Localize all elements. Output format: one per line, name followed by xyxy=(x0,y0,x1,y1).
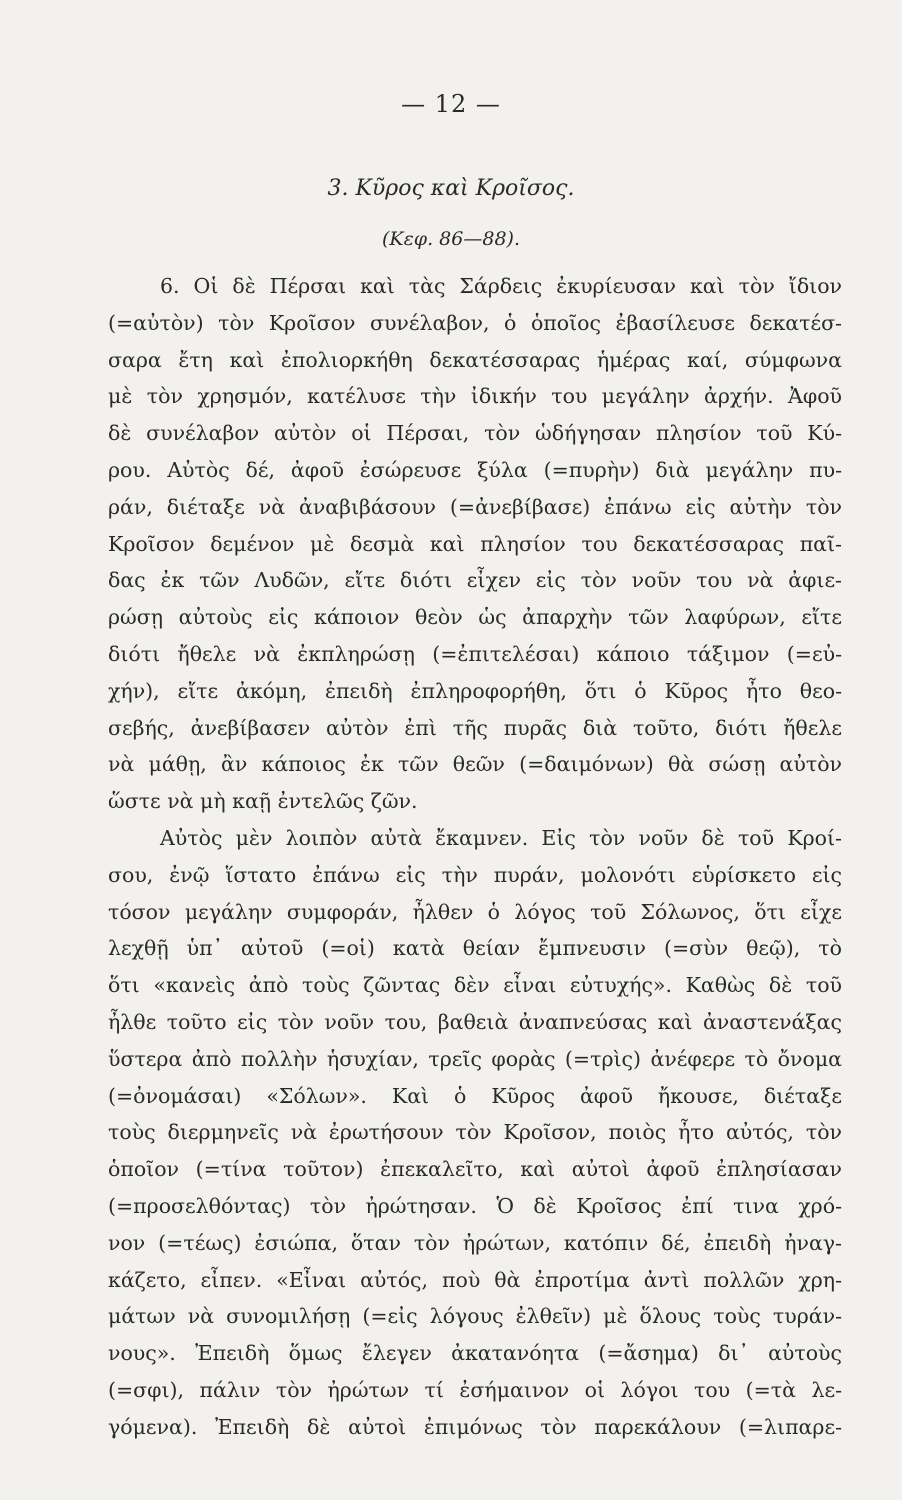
text-line: ὅτι «κανεὶς ἀπὸ τοὺς ζῶντας δὲν εἶναι εὐτυχής». Καθὼς δὲ τοῦ xyxy=(108,973,842,998)
body-text xyxy=(108,268,842,1446)
text-line: κάζετο, εἶπεν. «Εἶναι αὐτός, ποὺ θὰ ἐπροτίμα ἀντὶ πολλῶν χρη- xyxy=(108,1267,842,1292)
text-line: λεχθῇ ὑπ᾿ αὐτοῦ (=οἱ) κατὰ θείαν ἔμπνευσιν (=σὺν θεῷ), τὸ xyxy=(108,936,842,961)
text-line: μὲ τὸν χρησμόν, κατέλυσε τὴν ἰδικήν του μεγάλην ἀρχήν. Ἀφοῦ xyxy=(108,384,842,409)
text-line: νον (=τέως) ἐσιώπα, ὅταν τὸν ἠρώτων, κατόπιν δέ, ἐπειδὴ ἠναγ- xyxy=(108,1230,842,1255)
text-line: (=προσελθόντας) τὸν ἠρώτησαν. Ὁ δὲ Κροῖσος ἐπί τινα χρό- xyxy=(108,1193,842,1218)
text-line: σεβής, ἀνεβίβασεν αὐτὸν ἐπὶ τῆς πυρᾶς διὰ τοῦτο, διότι ἤθελε xyxy=(108,715,842,740)
section-title: 3. Κῦρος καὶ Κροῖσος. xyxy=(327,176,575,201)
text-line: νους». Ἐπειδὴ ὅμως ἔλεγεν ἀκατανόητα (=ἄσημα) δι᾿ αὐτοὺς xyxy=(108,1341,842,1366)
text-line: Αὐτὸς μὲν λοιπὸν αὐτὰ ἔκαμνεν. Εἰς τὸν νοῦν δὲ τοῦ Κροί- xyxy=(160,825,842,850)
page-number: — 12 — xyxy=(401,90,501,118)
text-line: δὲ συνέλαβον αὐτὸν οἱ Πέρσαι, τὸν ὡδήγησαν πλησίον τοῦ Κύ- xyxy=(108,421,842,446)
text-line: ὕστερα ἀπὸ πολλὴν ἡσυχίαν, τρεῖς φορὰς (=τρὶς) ἀνέφερε τὸ ὄνομα xyxy=(108,1046,842,1071)
text-line: (=σφι), πάλιν τὸν ἠρώτων τί ἐσήμαινον οἱ λόγοι του (=τὰ λε- xyxy=(108,1377,842,1402)
text-line: δας ἐκ τῶν Λυδῶν, εἴτε διότι εἶχεν εἰς τὸν νοῦν του νὰ ἀφιε- xyxy=(108,568,842,593)
text-line: γόμενα). Ἐπειδὴ δὲ αὐτοὶ ἐπιμόνως τὸν παρεκάλουν (=λιπαρε- xyxy=(108,1414,842,1439)
text-line: ἦλθε τοῦτο εἰς τὸν νοῦν του, βαθειὰ ἀναπνεύσας καὶ ἀναστενάξας xyxy=(108,1009,842,1034)
text-line: σου, ἐνῷ ἵστατο ἐπάνω εἰς τὴν πυράν, μολονότι εὑρίσκετο εἰς xyxy=(108,862,842,887)
text-line: ὁποῖον (=τίνα τοῦτον) ἐπεκαλεῖτο, καὶ αὐτοὶ ἀφοῦ ἐπλησίασαν xyxy=(108,1157,842,1182)
text-line: χήν), εἴτε ἀκόμη, ἐπειδὴ ἐπληροφορήθη, ὅτι ὁ Κῦρος ἦτο θεο- xyxy=(108,678,842,703)
text-line: ὥστε νὰ μὴ καῇ ἐντελῶς ζῶν. xyxy=(108,789,418,814)
text-line: διότι ἤθελε νὰ ἐκπληρώσῃ (=ἐπιτελέσαι) κάποιο τάξιμον (=εὐ- xyxy=(108,641,842,666)
text-line: τοὺς διερμηνεῖς νὰ ἐρωτήσουν τὸν Κροῖσον, ποιὸς ἦτο αὐτός, τὸν xyxy=(108,1120,842,1145)
text-line: ράν, διέταξε νὰ ἀναβιβάσουν (=ἀνεβίβασε) ἐπάνω εἰς αὐτὴν τὸν xyxy=(108,494,842,519)
text-line: 6. Οἱ δὲ Πέρσαι καὶ τὰς Σάρδεις ἐκυρίευσαν καὶ τὸν ἴδιον xyxy=(160,274,842,298)
text-line: νὰ μάθῃ, ἂν κάποιος ἐκ τῶν θεῶν (=δαιμόνων) θὰ σώσῃ αὐτὸν xyxy=(108,752,842,777)
text-line: ρου. Αὐτὸς δέ, ἀφοῦ ἐσώρευσε ξύλα (=πυρὴν) διὰ μεγάλην πυ- xyxy=(108,457,842,482)
text-line: τόσον μεγάλην συμφοράν, ἦλθεν ὁ λόγος τοῦ Σόλωνος, ὅτι εἶχε xyxy=(108,899,842,924)
text-line: (=ὀνομάσαι) «Σόλων». Καὶ ὁ Κῦρος ἀφοῦ ἤκουσε, διέταξε xyxy=(108,1083,842,1108)
section-reference: (Κεφ. 86—88). xyxy=(382,228,520,250)
text-line: (=αὐτὸν) τὸν Κροῖσον συνέλαβον, ὁ ὁποῖος ἐβασίλευσε δεκατέσ- xyxy=(108,310,842,335)
text-line: ρώσῃ αὐτοὺς εἰς κάποιον θεὸν ὡς ἀπαρχὴν τῶν λαφύρων, εἴτε xyxy=(108,605,842,630)
text-line: μάτων νὰ συνομιλήσῃ (=εἰς λόγους ἐλθεῖν) μὲ ὅλους τοὺς τυράν- xyxy=(108,1304,842,1329)
text-line: σαρα ἔτη καὶ ἐπολιορκήθη δεκατέσσαρας ἡμέρας καί, σύμφωνα xyxy=(108,347,842,372)
text-line: Κροῖσον δεμένον μὲ δεσμὰ καὶ πλησίον του δεκατέσσαρας παῖ- xyxy=(108,531,842,556)
